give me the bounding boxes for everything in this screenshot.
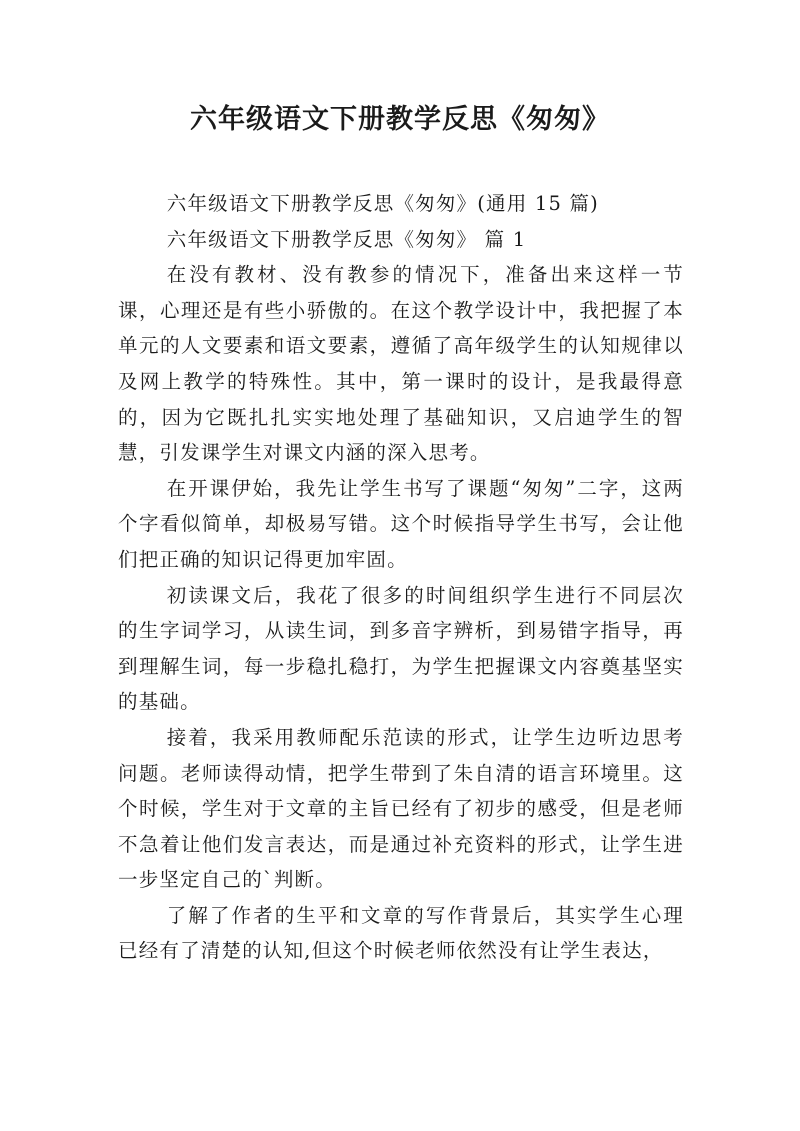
document-body <box>118 186 684 969</box>
document-subtitle: 六年级语文下册教学反思《匆匆》(通用 15 篇) <box>166 192 599 215</box>
body-paragraph: 了解了作者的生平和文章的写作背景后，其实学生心理已经有了清楚的认知,但这个时候老师依然没有让学生表达， <box>118 903 684 963</box>
body-paragraph: 在没有教材、没有教参的情况下，准备出来这样一节课，心理还是有些小骄傲的。在这个教学设计中，我把握了本单元的人文要素和语文要素，遵循了高年级学生的认知规律以及网上教学的特殊性。其中，第一课时的设计，是我最得意的，因为它既扎扎实实地处理了基础知识，又启迪学生的智慧，引发课学生对课文内涵的深入思考。 <box>118 263 684 465</box>
body-paragraph: 接着，我采用教师配乐范读的形式，让学生边听边思考问题。老师读得动情，把学生带到了朱自清的语言环境里。这个时候，学生对于文章的主旨已经有了初步的感受，但是老师不急着让他们发言表达，而是通过补充资料的形式，让学生进一步坚定自己的`判断。 <box>118 725 684 892</box>
document-title: 六年级语文下册教学反思《匆匆》 <box>190 104 610 135</box>
body-paragraph: 在开课伊始，我先让学生书写了课题“匆匆”二字，这两个字看似简单，却极易写错。这个时候指导学生书写，会让他们把正确的知识记得更加牢固。 <box>118 476 684 571</box>
section-heading: 六年级语文下册教学反思《匆匆》 篇 1 <box>166 227 527 251</box>
body-paragraph: 初读课文后，我花了很多的时间组织学生进行不同层次的生字词学习，从读生词，到多音字辨析，到易错字指导，再到理解生词，每一步稳扎稳打，为学生把握课文内容奠基坚实的基础。 <box>118 583 684 714</box>
